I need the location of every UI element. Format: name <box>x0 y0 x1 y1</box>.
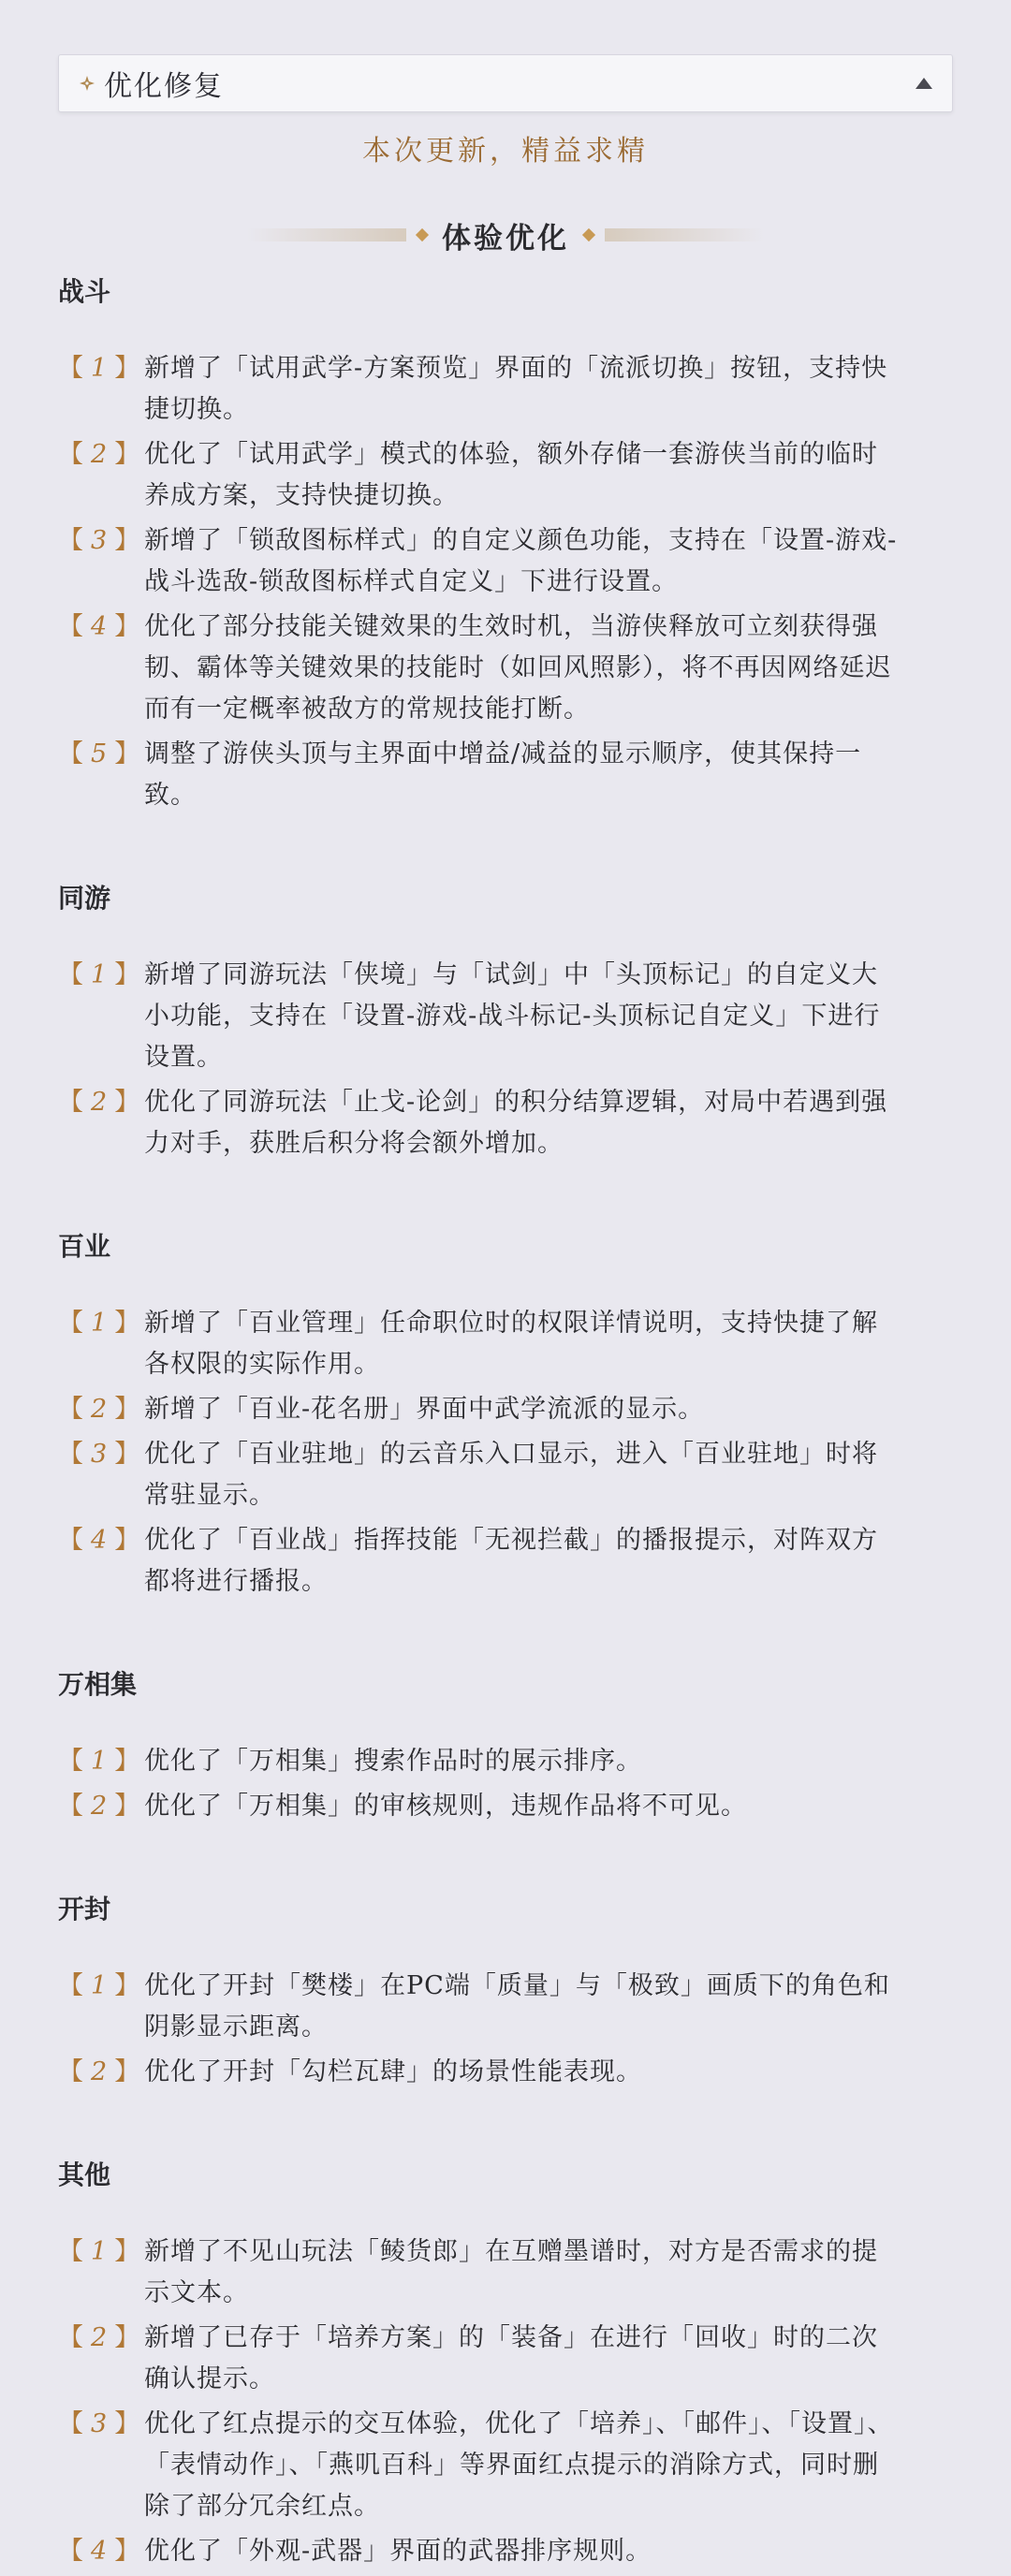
bracket-open: 【 <box>58 739 83 768</box>
category-section <box>58 1666 901 1891</box>
item-number <box>58 607 144 730</box>
item-number <box>58 348 144 431</box>
item-number <box>58 2052 144 2093</box>
bracket-close: 】 <box>114 1971 140 2000</box>
item-text: 优化了部分技能关键效果的生效时机，当游侠释放可立刻获得强韧、霸体等关键效果的技能时（如回风照影），将不再因网络延迟而有一定概率被敌方的常规技能打断。 <box>144 612 892 724</box>
item-number-value: 1 <box>91 2237 108 2266</box>
bracket-close: 】 <box>114 1395 140 1424</box>
item-text: 新增了同游玩法「侠境」与「试剑」中「头顶标记」的自定义大小功能，支持在「设置-游戏-战斗标记-头顶标记自定义」下进行设置。 <box>144 960 881 1072</box>
category-title: 战斗 <box>58 276 111 307</box>
item-number-value: 2 <box>91 2323 108 2352</box>
item-number <box>58 1434 144 1516</box>
item-number-value: 5 <box>91 739 108 768</box>
item-number <box>58 1303 144 1385</box>
category-title: 百业 <box>58 1231 111 1262</box>
list-item <box>58 2404 901 2527</box>
bracket-open: 【 <box>58 2057 83 2086</box>
item-number <box>58 2232 144 2314</box>
item-number-value: 1 <box>91 1747 108 1776</box>
item-number-value: 1 <box>91 1309 108 1338</box>
list-item <box>58 1520 901 1603</box>
item-number <box>58 1786 144 1827</box>
update-list <box>58 273 901 2576</box>
item-number <box>58 434 144 517</box>
list-item <box>58 1741 901 1782</box>
item-number-value: 2 <box>91 2057 108 2086</box>
bracket-open: 【 <box>58 612 83 641</box>
list-item <box>58 1434 901 1516</box>
bracket-close: 】 <box>114 526 140 555</box>
item-text: 新增了不见山玩法「鲮货郎」在互赠墨谱时，对方是否需求的提示文本。 <box>144 2237 878 2307</box>
list-item <box>58 520 901 603</box>
bracket-open: 【 <box>58 2537 83 2566</box>
item-number <box>58 2318 144 2400</box>
item-number <box>58 1389 144 1430</box>
category-title: 开封 <box>58 1894 111 1925</box>
item-text: 优化了红点提示的交互体验，优化了「培养」、「邮件」、「设置」、「表情动作」、「燕叽百科」等界面红点提示的消除方式，同时删除了部分冗余红点。 <box>144 2409 894 2521</box>
item-number-value: 2 <box>91 1792 108 1821</box>
bracket-open: 【 <box>58 1747 83 1776</box>
section-gap <box>58 1168 901 1228</box>
diamond-icon <box>582 228 595 242</box>
list-item <box>58 434 901 517</box>
bracket-close: 】 <box>114 1440 140 1469</box>
item-text: 优化了同游玩法「止戈-论剑」的积分结算逻辑，对局中若遇到强力对手，获胜后积分将会额外增加。 <box>144 1088 888 1158</box>
item-number <box>58 2404 144 2527</box>
item-text: 新增了「百业-花名册」界面中武学流派的显示。 <box>144 1395 705 1424</box>
list-item <box>58 1389 901 1430</box>
category-section <box>58 2157 901 2572</box>
bracket-close: 】 <box>114 2537 140 2566</box>
bracket-close: 】 <box>114 1309 140 1338</box>
diamond-star-icon <box>80 76 95 91</box>
bracket-close: 】 <box>114 2057 140 2086</box>
list-item <box>58 734 901 816</box>
bracket-open: 【 <box>58 1526 83 1555</box>
list-item <box>58 2531 901 2572</box>
item-number-value: 3 <box>91 526 108 555</box>
bracket-open: 【 <box>58 1440 83 1469</box>
bracket-open: 【 <box>58 354 83 383</box>
category-title: 同游 <box>58 883 111 914</box>
item-number <box>58 1082 144 1164</box>
item-text: 优化了「百业驻地」的云音乐入口显示，进入「百业驻地」时将常驻显示。 <box>144 1440 878 1510</box>
collapse-triangle-icon[interactable] <box>915 76 933 94</box>
item-number-value: 4 <box>91 612 108 641</box>
collapsible-header[interactable] <box>58 54 953 112</box>
item-text: 新增了「百业管理」任命职位时的权限详情说明，支持快捷了解各权限的实际作用。 <box>144 1309 878 1379</box>
section-gap <box>58 2097 901 2157</box>
bracket-close: 】 <box>114 2409 140 2438</box>
bracket-close: 】 <box>114 1088 140 1117</box>
header-title: 优化修复 <box>104 70 224 103</box>
item-number <box>58 1741 144 1782</box>
item-number <box>58 520 144 603</box>
category-section <box>58 1891 901 2157</box>
category-section <box>58 1228 901 1666</box>
bracket-open: 【 <box>58 2237 83 2266</box>
section-gap <box>58 1831 901 1891</box>
item-number-value: 1 <box>91 960 108 989</box>
bracket-open: 【 <box>58 1395 83 1424</box>
bracket-open: 【 <box>58 2323 83 2352</box>
section-title: 体验优化 <box>442 221 569 256</box>
bracket-open: 【 <box>58 2409 83 2438</box>
bracket-close: 】 <box>114 612 140 641</box>
category-section <box>58 273 901 880</box>
item-text: 优化了开封「勾栏瓦肆」的场景性能表现。 <box>144 2057 642 2086</box>
item-number-value: 1 <box>91 1971 108 2000</box>
list-item <box>58 2232 901 2314</box>
item-number-value: 3 <box>91 1440 108 1469</box>
list-item <box>58 1786 901 1827</box>
bracket-open: 【 <box>58 1971 83 2000</box>
item-number-value: 4 <box>91 1526 108 1555</box>
banner-decoration-left <box>247 228 406 242</box>
section-gap <box>58 1606 901 1666</box>
bracket-close: 】 <box>114 739 140 768</box>
list-item <box>58 1303 901 1385</box>
item-text: 优化了「万相集」搜索作品时的展示排序。 <box>144 1747 642 1776</box>
list-item <box>58 2052 901 2093</box>
item-number-value: 4 <box>91 2537 108 2566</box>
bracket-close: 】 <box>114 1792 140 1821</box>
section-gap <box>58 820 901 880</box>
category-section <box>58 880 901 1228</box>
category-title: 其他 <box>58 2159 111 2190</box>
list-item <box>58 1966 901 2048</box>
bracket-close: 】 <box>114 2237 140 2266</box>
bracket-open: 【 <box>58 960 83 989</box>
item-text: 新增了已存于「培养方案」的「装备」在进行「回收」时的二次确认提示。 <box>144 2323 878 2393</box>
item-number-value: 2 <box>91 1395 108 1424</box>
item-number-value: 2 <box>91 440 108 469</box>
bracket-close: 】 <box>114 1526 140 1555</box>
bracket-close: 】 <box>114 354 140 383</box>
bracket-close: 】 <box>114 440 140 469</box>
item-text: 优化了「百业战」指挥技能「无视拦截」的播报提示，对阵双方都将进行播报。 <box>144 1526 878 1596</box>
bracket-close: 】 <box>114 960 140 989</box>
list-item <box>58 955 901 1078</box>
item-text: 优化了「外观-武器」界面的武器排序规则。 <box>144 2537 652 2566</box>
update-subtitle: 本次更新，精益求精 <box>362 135 649 168</box>
item-text: 优化了「万相集」的审核规则，违规作品将不可见。 <box>144 1792 747 1821</box>
bracket-open: 【 <box>58 526 83 555</box>
item-text: 新增了「锁敌图标样式」的自定义颜色功能，支持在「设置-游戏-战斗选敌-锁敌图标样式自定义」下进行设置。 <box>144 526 898 596</box>
item-number <box>58 955 144 1078</box>
diamond-icon <box>416 228 429 242</box>
item-number <box>58 1966 144 2048</box>
item-number-value: 3 <box>91 2409 108 2438</box>
section-banner <box>225 208 786 262</box>
bracket-close: 】 <box>114 2323 140 2352</box>
bracket-open: 【 <box>58 440 83 469</box>
item-text: 优化了「试用武学」模式的体验，额外存储一套游侠当前的临时养成方案，支持快捷切换。 <box>144 440 878 510</box>
bracket-close: 】 <box>114 1747 140 1776</box>
item-text: 优化了开封「樊楼」在PC端「质量」与「极致」画质下的角色和阴影显示距离。 <box>144 1971 890 2042</box>
list-item <box>58 2318 901 2400</box>
item-number-value: 1 <box>91 354 108 383</box>
item-number <box>58 734 144 816</box>
item-text: 调整了游侠头顶与主界面中增益/减益的显示顺序，使其保持一致。 <box>144 739 862 810</box>
bracket-open: 【 <box>58 1088 83 1117</box>
banner-decoration-right <box>605 228 764 242</box>
list-item <box>58 1082 901 1164</box>
item-text: 新增了「试用武学-方案预览」界面的「流派切换」按钮，支持快捷切换。 <box>144 354 888 424</box>
list-item <box>58 348 901 431</box>
list-item <box>58 607 901 730</box>
bracket-open: 【 <box>58 1309 83 1338</box>
category-title: 万相集 <box>58 1669 138 1700</box>
item-number <box>58 1520 144 1603</box>
item-number-value: 2 <box>91 1088 108 1117</box>
item-number <box>58 2531 144 2572</box>
bracket-open: 【 <box>58 1792 83 1821</box>
